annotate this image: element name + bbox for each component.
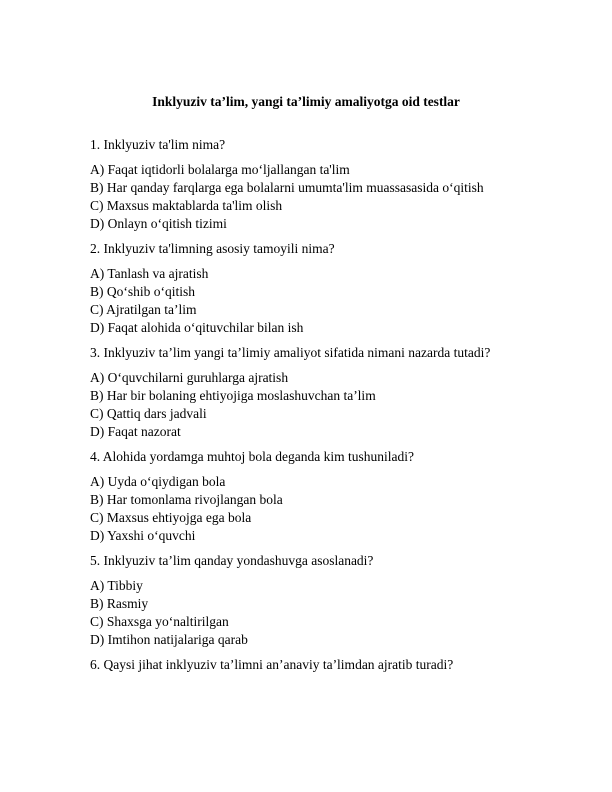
answer-option-b: B) Har qanday farqlarga ega bolalarni umumta'lim muassasasida o‘qitish: [90, 180, 484, 195]
question-1: [90, 136, 530, 233]
answer-option-d: D) Faqat alohida o‘qituvchilar bilan ish: [90, 320, 304, 335]
question-text: 4. Alohida yordamga muhtoj bola deganda kim tushuniladi?: [90, 449, 414, 464]
answer-option-c: C) Qattiq dars jadvali: [90, 406, 207, 421]
answer-option-b: B) Rasmiy: [90, 596, 149, 611]
answer-options: [90, 161, 530, 233]
answer-option-b: B) Har bir bolaning ehtiyojiga moslashuvchan ta’lim: [90, 388, 376, 403]
document-title: Inklyuziv ta’lim, yangi ta’limiy amaliyotga oid testlar: [152, 94, 460, 109]
answer-option-c: C) Shaxsga yo‘naltirilgan: [90, 614, 229, 629]
answer-options: [90, 473, 530, 545]
answer-option-c: C) Ajratilgan ta’lim: [90, 302, 197, 317]
question-text: 3. Inklyuziv ta’lim yangi ta’limiy amaliyot sifatida nimani nazarda tutadi?: [90, 345, 491, 360]
answer-option-d: D) Onlayn o‘qitish tizimi: [90, 216, 227, 231]
answer-option-d: D) Imtihon natijalariga qarab: [90, 632, 248, 647]
question-3: [90, 344, 530, 441]
answer-option-b: B) Qo‘shib o‘qitish: [90, 284, 196, 299]
question-2: [90, 240, 530, 337]
answer-options: [90, 265, 530, 337]
question-4: [90, 448, 530, 545]
question-text: 6. Qaysi jihat inklyuziv ta’limni an’anaviy ta’limdan ajratib turadi?: [90, 657, 454, 672]
answer-option-c: C) Maxsus maktablarda ta'lim olish: [90, 198, 283, 213]
answer-option-d: D) Yaxshi o‘quvchi: [90, 528, 196, 543]
answer-option-d: D) Faqat nazorat: [90, 424, 181, 439]
questions-list: [90, 136, 530, 681]
question-text: 5. Inklyuziv ta’lim qanday yondashuvga asoslanadi?: [90, 553, 374, 568]
answer-options: [90, 369, 530, 441]
answer-option-a: A) O‘quvchilarni guruhlarga ajratish: [90, 370, 289, 385]
answer-option-a: A) Faqat iqtidorli bolalarga mo‘ljallangan ta'lim: [90, 162, 350, 177]
question-5: [90, 552, 530, 649]
answer-option-a: A) Uyda o‘qiydigan bola: [90, 474, 226, 489]
answer-option-c: C) Maxsus ehtiyojga ega bola: [90, 510, 252, 525]
question-text: 2. Inklyuziv ta'limning asosiy tamoyili nima?: [90, 241, 335, 256]
answer-option-a: A) Tanlash va ajratish: [90, 266, 209, 281]
answer-option-b: B) Har tomonlama rivojlangan bola: [90, 492, 283, 507]
answer-options: [90, 577, 530, 649]
answer-option-a: A) Tibbiy: [90, 578, 143, 593]
question-6: [90, 656, 530, 674]
question-text: 1. Inklyuziv ta'lim nima?: [90, 137, 226, 152]
